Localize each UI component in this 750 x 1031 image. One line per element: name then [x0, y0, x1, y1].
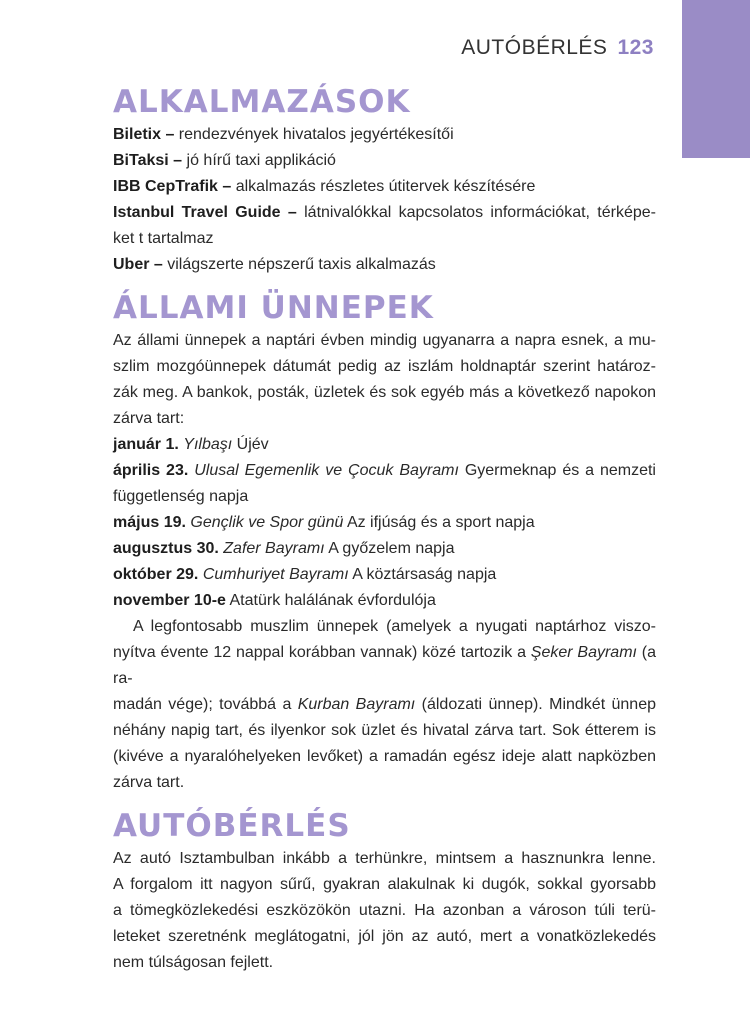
running-head-section: AUTÓBÉRLÉS — [461, 36, 608, 59]
app-name: Istanbul Travel Guide – — [113, 204, 297, 221]
paragraph-line — [113, 640, 656, 692]
paragraph-line: a tömegközlekedési eszközökön utazni. Ha azonban a városon túli terü- — [113, 902, 656, 919]
car-rental-heading: AUTÓBÉRLÉS — [113, 808, 351, 844]
page-content — [113, 82, 656, 976]
holiday-hu: Az ifjúság és a sport napja — [346, 514, 535, 531]
text-run: (áldozati ünnep). Mindkét ünnep — [415, 696, 657, 713]
list-item-continuation: ket t tartalmaz — [113, 230, 214, 247]
holiday-turkish: Ulusal Egemenlik ve Çocuk Bayramı — [194, 462, 459, 479]
text-run: nyítva évente 12 nappal korábban vannak) közé tartozik a — [113, 644, 531, 661]
list-item — [113, 122, 656, 148]
text-run: (a ra- — [113, 644, 657, 687]
holiday-list — [113, 432, 656, 614]
holiday-turkish: Yılbaşı — [183, 436, 233, 453]
paragraph-line: A legfontosabb muszlim ünnepek (amelyek a nyugati naptárhoz viszo- — [133, 618, 656, 635]
app-desc: látnivalókkal kapcsolatos információkat, térképe- — [296, 204, 657, 221]
app-desc: jó hírű taxi applikáció — [182, 152, 336, 169]
chapter-tab — [682, 0, 750, 158]
list-item — [113, 148, 656, 174]
holiday-turkish: Şeker Bayramı — [530, 644, 637, 661]
list-item — [113, 174, 656, 200]
holiday-turkish: Cumhuriyet Bayramı — [202, 566, 349, 583]
apps-list — [113, 122, 656, 278]
holiday-date: május 19. — [113, 514, 186, 531]
paragraph-line: Az állami ünnepek a naptári évben mindig ugyanarra a napra esnek, a mu- — [113, 332, 656, 349]
page-number: 123 — [617, 36, 654, 59]
running-head — [461, 36, 654, 60]
paragraph-line: leteket szeretnénk meglátogatni, jól jön az autó, mert a vonatközlekedés — [113, 928, 656, 945]
app-name: IBB CepTrafik – — [113, 178, 232, 195]
holiday-hu: A győzelem napja — [328, 540, 455, 557]
paragraph-line: zárva tart. — [113, 774, 185, 791]
paragraph-line: Az autó Isztambulban inkább a terhünkre, mintsem a hasznunkra lenne. — [113, 850, 656, 867]
holiday-item — [113, 536, 656, 562]
holiday-continuation: függetlenség napja — [113, 488, 249, 505]
apps-heading: ALKALMAZÁSOK — [113, 84, 411, 120]
holidays-heading: ÁLLAMI ÜNNEPEK — [113, 290, 434, 326]
holiday-item — [113, 432, 656, 458]
app-name: BiTaksi – — [113, 152, 183, 169]
paragraph-line: néhány napig tart, és ilyenkor sok üzlet és hivatal zárva tart. Sok étterem is — [113, 722, 656, 739]
holiday-item — [113, 458, 656, 484]
paragraph-line: nem túlságosan fejlett. — [113, 954, 274, 971]
app-desc: alkalmazás részletes útitervek készítésére — [231, 178, 536, 195]
paragraph-line: szlim mozgóünnepek dátumát pedig az iszlám holdnaptár szerint határoz- — [113, 358, 656, 375]
muslim-holidays-paragraph — [113, 614, 656, 796]
holiday-hu: A köztársaság napja — [352, 566, 497, 583]
app-name: Biletix – — [113, 126, 175, 143]
holidays-intro — [113, 328, 656, 432]
paragraph-line: (kivéve a nyaralóhelyeken levőket) a ramadán egész ideje alatt napközben — [113, 748, 656, 765]
paragraph-line: zák meg. A bankok, posták, üzletek és sok egyéb más a következő napokon — [113, 384, 656, 401]
list-item — [113, 200, 656, 226]
holiday-date: augusztus 30. — [113, 540, 219, 557]
paragraph-line: A forgalom itt nagyon sűrű, gyakran alakulnak ki dugók, sokkal gyorsabb — [113, 876, 656, 893]
holiday-item — [113, 562, 656, 588]
holiday-turkish: Zafer Bayramı — [223, 540, 325, 557]
car-rental-paragraph — [113, 846, 656, 976]
holiday-turkish: Gençlik ve Spor günü — [190, 514, 344, 531]
holiday-date: április 23. — [113, 462, 189, 479]
app-desc: világszerte népszerű taxis alkalmazás — [162, 256, 436, 273]
holiday-turkish: Kurban Bayramı — [297, 696, 416, 713]
paragraph-line: zárva tart: — [113, 410, 185, 427]
text-run: madán vége); továbbá a — [113, 696, 298, 713]
holiday-item — [113, 588, 656, 614]
holiday-hu: Gyermeknap és a nemzeti — [464, 462, 656, 479]
app-desc: rendezvények hivatalos jegyértékesítői — [174, 126, 454, 143]
holiday-date: január 1. — [113, 436, 179, 453]
holiday-date: október 29. — [113, 566, 199, 583]
list-item — [113, 252, 656, 278]
app-name: Uber – — [113, 256, 163, 273]
holiday-date: november 10-e — [113, 592, 226, 609]
holiday-hu: Atatürk halálának évfordulója — [229, 592, 436, 609]
paragraph-line — [113, 692, 656, 718]
holiday-item — [113, 510, 656, 536]
holiday-hu: Újév — [236, 436, 269, 453]
